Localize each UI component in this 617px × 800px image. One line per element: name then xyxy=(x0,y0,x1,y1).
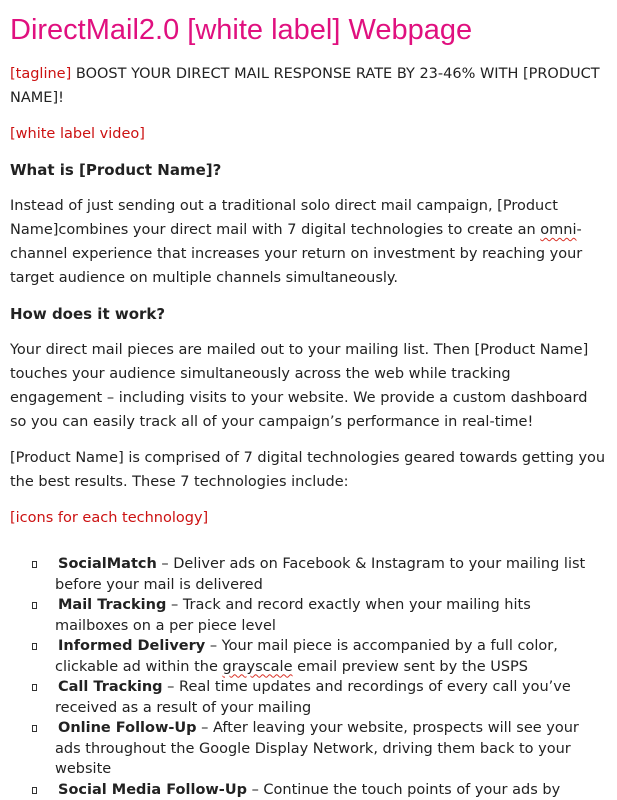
icons-placeholder: [icons for each technology] xyxy=(10,506,607,530)
tagline-text: BOOST YOUR DIRECT MAIL RESPONSE RATE BY 23-46% WITH [PRODUCT NAME]! xyxy=(10,66,600,106)
how-it-works-paragraph: Your direct mail pieces are mailed out to your mailing list. Then [Product Name] touches your audience simultaneously across the web while tracking engagement – including visits to your website. We provide a custom dashboard so you can easily track all of your campaign’s performance in real-time! xyxy=(10,338,607,434)
technology-description: – Track and record exactly when your mailing hits mailboxes on a per piece level xyxy=(55,597,531,634)
section-heading-what-is: What is [Product Name]? xyxy=(10,158,607,182)
list-item xyxy=(10,718,607,780)
list-item xyxy=(10,636,607,677)
technology-name: Call Tracking xyxy=(58,679,163,695)
page-title: DirectMail2.0 [white label] Webpage xyxy=(10,12,607,48)
list-item xyxy=(10,780,607,800)
technology-name: Social Media Follow-Up xyxy=(58,782,247,798)
section-heading-how-it-works: How does it work? xyxy=(10,302,607,326)
technology-description: – Continue the touch points of your ads by xyxy=(247,782,560,798)
technology-name: Informed Delivery xyxy=(58,638,205,654)
what-is-text-b: -channel experience that increases your return on investment by reaching your target audience on multiple channels simultaneously. xyxy=(10,222,582,286)
bullet-icon xyxy=(32,684,37,691)
technology-description-end: email preview sent by the USPS xyxy=(293,659,529,675)
list-item xyxy=(10,595,607,636)
list-item xyxy=(10,554,607,595)
technology-list xyxy=(10,554,607,800)
technology-description: – After leaving your website, prospects will see your ads throughout the Google Display Network, driving them back to your website xyxy=(55,720,579,777)
what-is-text-a: Instead of just sending out a traditional solo direct mail campaign, [Product Name]combines your direct mail with 7 digital technologies to create an xyxy=(10,198,558,238)
technology-description: – Real time updates and recordings of every call you’ve received as a result of your mailing xyxy=(55,679,571,716)
bullet-icon xyxy=(32,643,37,650)
what-is-paragraph xyxy=(10,194,607,290)
bullet-icon xyxy=(32,602,37,609)
bullet-icon xyxy=(32,561,37,568)
technology-description: – Your mail piece is accompanied by a full color, clickable ad within the xyxy=(55,638,558,675)
technology-name: Mail Tracking xyxy=(58,597,166,613)
list-item xyxy=(10,677,607,718)
bullet-icon xyxy=(32,725,37,732)
video-placeholder: [white label video] xyxy=(10,122,607,146)
tagline-placeholder: [tagline] xyxy=(10,66,71,82)
spellcheck-word-omni: omni xyxy=(540,222,576,238)
technology-name: Online Follow-Up xyxy=(58,720,197,736)
technology-description: – Deliver ads on Facebook & Instagram to your mailing list before your mail is delivered xyxy=(55,556,585,593)
technologies-intro-paragraph: [Product Name] is comprised of 7 digital technologies geared towards getting you the best results. These 7 technologies include: xyxy=(10,446,607,494)
tagline-paragraph xyxy=(10,62,607,110)
bullet-icon xyxy=(32,787,37,794)
spellcheck-word-grayscale: grayscale xyxy=(223,659,293,675)
technology-name: SocialMatch xyxy=(58,556,157,572)
